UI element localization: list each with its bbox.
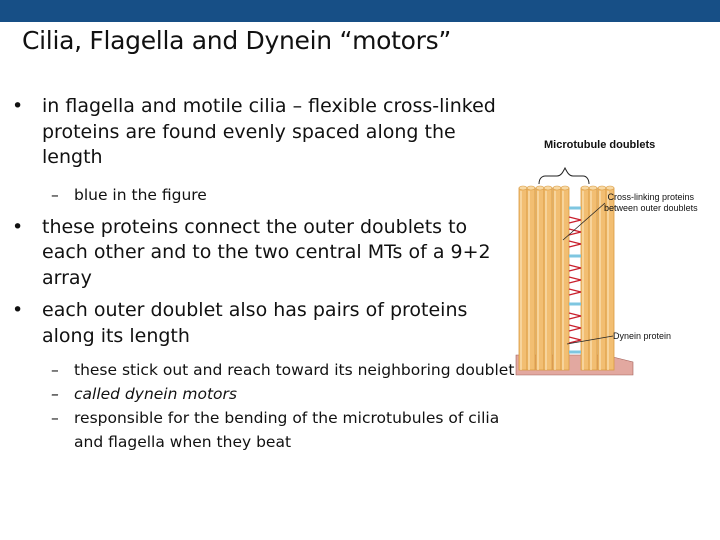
microtubule-end	[581, 186, 589, 190]
microtubule	[519, 188, 527, 370]
crosslinking-label: Cross-linking proteins between outer doublets	[604, 192, 698, 213]
sub-bullet-item: – called dynein motors	[6, 382, 516, 406]
doublet-bracket	[539, 168, 589, 184]
header-bar	[0, 0, 720, 22]
microtubule-end	[544, 186, 552, 190]
microtubule	[561, 188, 569, 370]
dynein-motor	[569, 328, 581, 331]
microtubule-end	[598, 186, 606, 190]
microtubule	[544, 188, 552, 370]
crosslink-protein	[569, 351, 581, 354]
crosslink-protein	[569, 207, 581, 210]
microtubule-end	[561, 186, 569, 190]
dynein-motor	[569, 268, 581, 271]
dynein-motor	[569, 289, 581, 292]
dynein-protein-label: Dynein protein	[613, 331, 672, 341]
dynein-motor	[569, 241, 581, 244]
slide-title: Cilia, Flagella and Dynein “motors”	[22, 26, 452, 55]
microtubule-doublets-label: Microtubule doublets	[544, 139, 656, 151]
microtubule-end	[553, 186, 561, 190]
bullet-list	[6, 94, 516, 454]
microtubule-end	[536, 186, 544, 190]
sub-bullet-item: – blue in the figure	[6, 183, 516, 207]
dynein-motor	[569, 280, 581, 283]
sub-bullet-item: – these stick out and reach toward its neighboring doublet	[6, 358, 516, 382]
microtubule	[536, 188, 544, 370]
dynein-motor	[569, 292, 581, 295]
bullet-item: • in flagella and motile cilia – flexible cross-linked proteins are found evenly spaced along the length	[6, 94, 516, 171]
dynein-motor	[569, 325, 581, 328]
dynein-motor	[569, 220, 581, 223]
microtubule-end	[519, 186, 527, 190]
microtubule-end	[527, 186, 535, 190]
protein-links-group	[569, 207, 581, 354]
microtubule	[527, 188, 535, 370]
bullet-item: • these proteins connect the outer doublets to each other and to the two central MTs of a 9+2 array	[6, 215, 516, 292]
crosslink-protein	[569, 255, 581, 258]
microtubule	[606, 188, 614, 370]
cilium-diagram	[505, 130, 720, 380]
dynein-motor	[569, 316, 581, 319]
bullet-item: • each outer doublet also has pairs of proteins along its length	[6, 298, 516, 349]
microtubule	[598, 188, 606, 370]
microtubule-end	[606, 186, 614, 190]
cilium-figure	[505, 130, 720, 380]
crosslink-protein	[569, 303, 581, 306]
dynein-motor	[569, 313, 581, 316]
dynein-motor	[569, 265, 581, 268]
microtubule-doublets-group	[519, 186, 614, 370]
dynein-motor	[569, 337, 581, 340]
microtubule	[589, 188, 597, 370]
microtubule	[553, 188, 561, 370]
dynein-motor	[569, 244, 581, 247]
microtubule	[581, 188, 589, 370]
dynein-motor	[569, 217, 581, 220]
dynein-motor	[569, 277, 581, 280]
sub-bullet-item: – responsible for the bending of the microtubules of cilia and flagella when they beat	[6, 406, 516, 454]
microtubule-end	[589, 186, 597, 190]
